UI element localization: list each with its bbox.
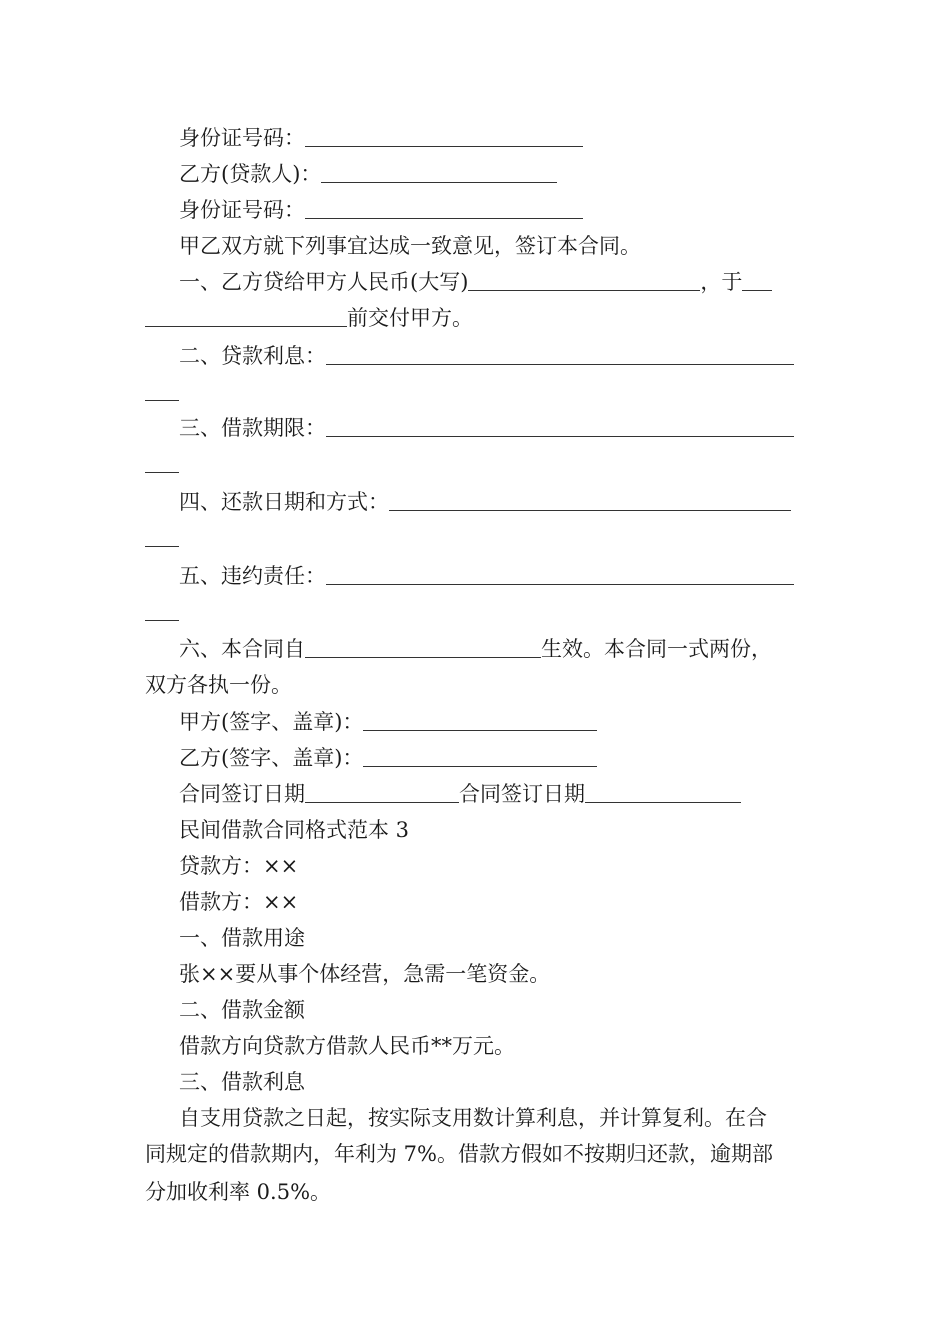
clause-3-continuation <box>145 446 805 482</box>
clause-2-label: 二、贷款利息： <box>179 344 326 368</box>
clause-1-text-3: 前交付甲方。 <box>347 306 473 330</box>
id-number-label: 身份证号码： <box>179 198 305 222</box>
section-heading-text: 民间借款合同格式范本 3 <box>179 818 410 842</box>
agreement-intro <box>145 228 839 264</box>
blank-field <box>326 414 794 437</box>
clause-6-text-3: 双方各执一份。 <box>145 673 292 697</box>
borrower-name <box>145 884 839 920</box>
loan-interest-body-1: 自支用贷款之日起，按实际支用数计算利息，并计算复利。在合 <box>179 1106 767 1130</box>
loan-purpose-text <box>145 956 839 992</box>
id-number-line-2 <box>145 192 839 228</box>
clause-1-text-2: ，于 <box>700 270 743 294</box>
clause-3-label: 三、借款期限： <box>179 416 326 440</box>
loan-interest-heading <box>145 1064 839 1100</box>
lender-label: 乙方(贷款人)： <box>179 162 322 186</box>
lender-name-text: 贷款方：×× <box>179 854 299 878</box>
clause-5 <box>145 558 839 594</box>
clause-6-text: 六、本合同自 <box>179 637 305 661</box>
clause-4 <box>145 484 839 520</box>
clause-3 <box>145 410 839 446</box>
agreement-intro-text: 甲乙双方就下列事宜达成一致意见，签订本合同。 <box>179 234 641 258</box>
blank-field <box>305 124 583 147</box>
blank-field <box>305 196 583 219</box>
blank-field <box>145 524 179 547</box>
clause-2-continuation <box>145 374 805 410</box>
lender-name <box>145 848 839 884</box>
borrower-name-text: 借款方：×× <box>179 890 299 914</box>
party-b-signature <box>145 740 839 776</box>
clause-1-text: 一、乙方贷给甲方人民币(大写) <box>179 270 469 294</box>
clause-4-label: 四、还款日期和方式： <box>179 490 389 514</box>
loan-amount-text <box>145 1028 839 1064</box>
signing-dates <box>145 776 839 812</box>
blank-field <box>742 268 772 291</box>
clause-6-line-1 <box>145 631 839 667</box>
blank-field <box>326 342 794 365</box>
blank-field <box>468 268 700 291</box>
blank-field <box>145 450 179 473</box>
blank-field <box>305 635 541 658</box>
loan-amount-body: 借款方向贷款方借款人民币**万元。 <box>179 1034 515 1058</box>
party-a-signature-label: 甲方(签字、盖章)： <box>179 710 364 734</box>
blank-field <box>145 304 347 327</box>
blank-field <box>585 780 741 803</box>
loan-interest-text-1 <box>145 1100 839 1136</box>
loan-interest-body-2: 同规定的借款期内，年利为 7%。借款方假如不按期归还款，逾期部 <box>145 1142 773 1166</box>
party-b-signature-label: 乙方(签字、盖章)： <box>179 746 364 770</box>
clause-4-continuation <box>145 520 805 556</box>
loan-purpose-heading <box>145 920 839 956</box>
loan-amount-heading-text: 二、借款金额 <box>179 998 305 1022</box>
clause-5-continuation <box>145 594 805 630</box>
blank-field <box>305 780 459 803</box>
blank-field <box>363 744 597 767</box>
clause-1-line-2 <box>145 300 805 336</box>
blank-field <box>321 160 557 183</box>
blank-field <box>389 488 791 511</box>
loan-interest-text-3 <box>145 1174 805 1210</box>
clause-6-text-2: 生效。本合同一式两份， <box>541 637 772 661</box>
blank-field <box>326 562 794 585</box>
signing-date-label-1: 合同签订日期 <box>179 782 305 806</box>
blank-field <box>145 378 179 401</box>
blank-field <box>363 708 597 731</box>
clause-6-line-2 <box>145 667 805 703</box>
id-number-line-1 <box>145 120 839 156</box>
section-heading <box>145 812 839 848</box>
clause-2 <box>145 338 839 374</box>
lender-line <box>145 156 839 192</box>
signing-date-label-2: 合同签订日期 <box>459 782 585 806</box>
loan-amount-heading <box>145 992 839 1028</box>
party-a-signature <box>145 704 839 740</box>
loan-purpose-body: 张××要从事个体经营，急需一笔资金。 <box>179 962 551 986</box>
clause-5-label: 五、违约责任： <box>179 564 326 588</box>
blank-field <box>145 598 179 621</box>
loan-purpose-heading-text: 一、借款用途 <box>179 926 305 950</box>
loan-interest-text-2 <box>145 1136 805 1172</box>
clause-1-line-1 <box>145 264 839 300</box>
loan-interest-heading-text: 三、借款利息 <box>179 1070 305 1094</box>
loan-interest-body-3: 分加收利率 0.5%。 <box>145 1180 332 1204</box>
id-number-label: 身份证号码： <box>179 126 305 150</box>
